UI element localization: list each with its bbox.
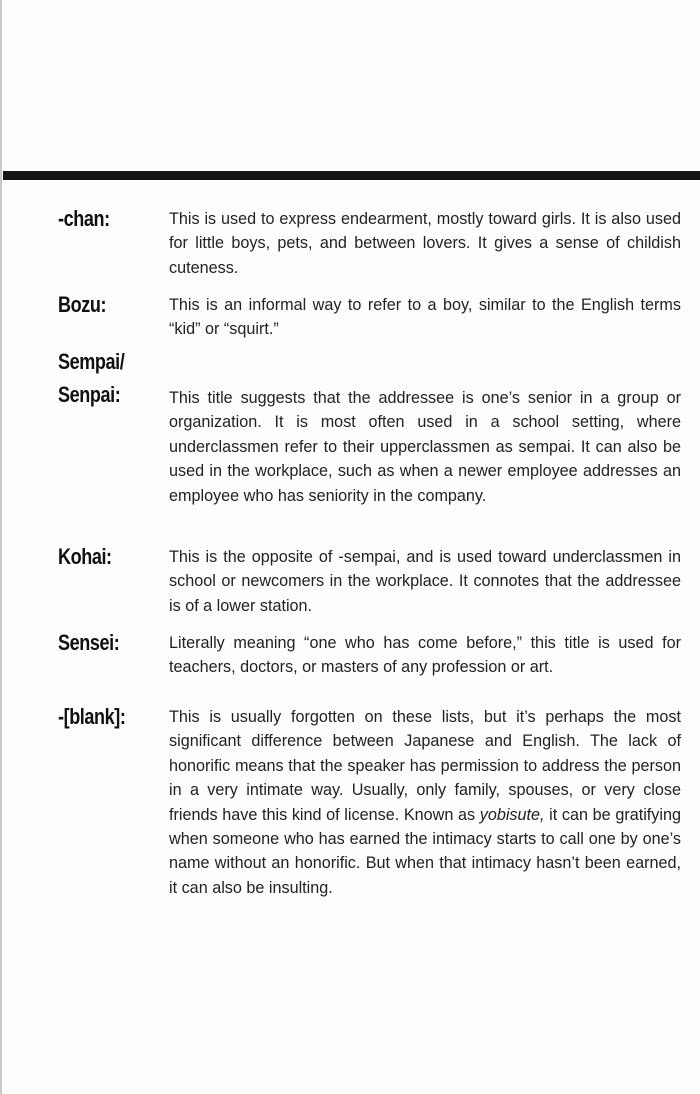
definition-text: it can be gratifying when someone who has earned the intimacy starts to call one by one’s name without an honorific. But when that intimacy hasn’t been earned, it can also be insulting. — [169, 805, 682, 897]
term: Bozu: — [58, 292, 107, 317]
term: Sensei: — [58, 630, 120, 655]
term: -chan: — [58, 206, 110, 231]
term-line2: Senpai: — [58, 382, 121, 407]
header-rule — [3, 171, 700, 180]
term-line1: Sempai/ — [58, 349, 125, 374]
definition: This title suggests that the addressee is one’s senior in a group or organization. It is most often used in a school setting, where underclassmen refer to their upperclassmen as sempai. It can also be used in the workplace, such as when a newer employee addresses an employee who has seniority in the company. — [169, 389, 681, 505]
definition: This is used to express endearment, mostly toward girls. It is also used for little boys, pets, and between lovers. It gives a sense of childish cuteness. — [169, 210, 681, 277]
definition: This is an informal way to refer to a boy, similar to the English terms “kid” or “squirt.” — [169, 296, 681, 339]
term: Kohai: — [58, 544, 112, 569]
term: -[blank]: — [58, 704, 126, 729]
definition-italic-term: yobisute, — [479, 805, 545, 824]
definition-text: This is usually forgotten on these lists, but it’s perhaps the most significant difference between Japanese and English. The lack of honorific means that the speaker has permission to address the person in a very intimate way. Usually, only family, spouses, or very close friends have this kind of license. Known as — [169, 708, 681, 824]
page-edge — [0, 0, 2, 1094]
definition — [169, 705, 681, 900]
definition: Literally meaning “one who has come before,” this title is used for teachers, doctors, or masters of any profession or art. — [169, 634, 681, 677]
definition: This is the opposite of -sempai, and is used toward underclassmen in school or newcomers in the workplace. It connotes that the addressee is of a lower station. — [169, 548, 681, 615]
